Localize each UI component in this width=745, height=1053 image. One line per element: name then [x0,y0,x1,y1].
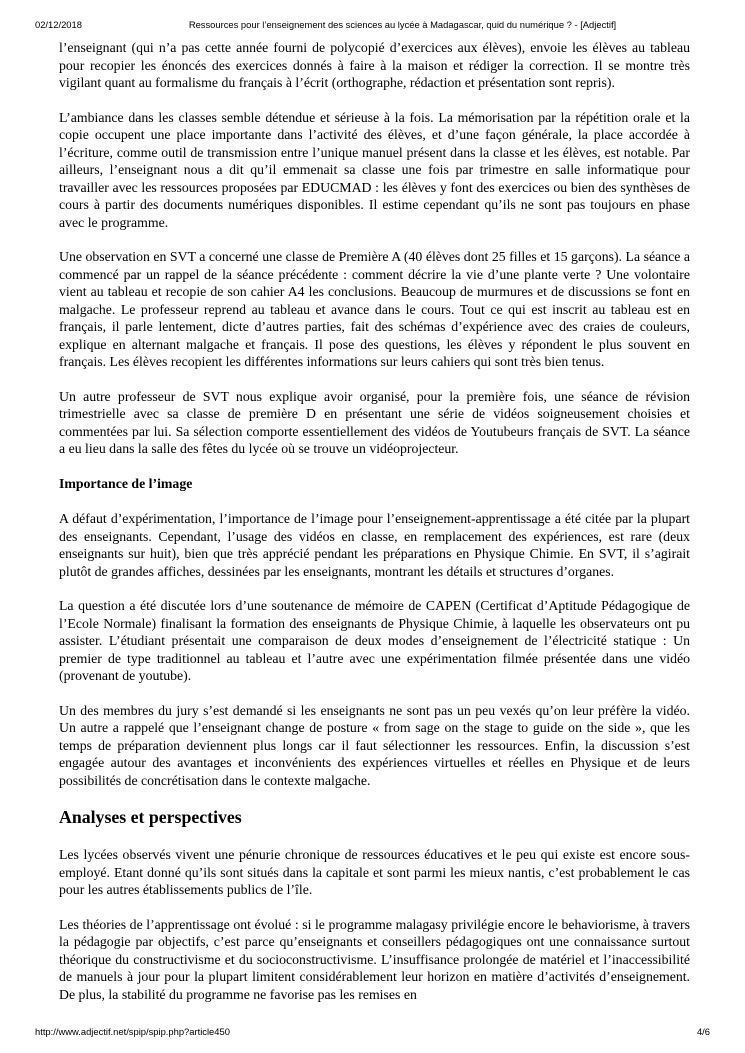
paragraph: Une observation en SVT a concerné une classe de Première A (40 élèves dont 25 filles et 15 garçons). La séance a commencé par un rappel de la séance précédente : comment décrire la vie d’une plante verte ? Une volontaire vient au tableau et recopie de son cahier A4 les conclusions. Beaucoup de murmures et de discussions se font en malgache. Le professeur reprend au tableau et avance dans le cours. Tout ce qui est inscrit au tableau est en français, il parle lentement, dicte d’autres parties, fait des schémas d’expérience avec des craies de couleurs, explique en alternant malgache et français. Il pose des questions, les élèves y répondent le plus souvent en français. Les élèves recopient les différentes informations sur leurs cahiers qui sont très bien tenus. [59,249,690,369]
page-number: 4/6 [696,1026,710,1037]
print-date: 02/12/2018 [35,19,82,30]
paragraph: Un des membres du jury s’est demandé si les enseignants ne sont pas un peu vexés qu’on leur préfère la vidéo. Un autre a rappelé que l’enseignant change de posture « from sage on the stage to guide on the side », que les temps de préparation deviennent plus longs car il faut sélectionner les ressources. Enfin, la discussion s’est engagée autour des avantages et inconvénients des expériences virtuelles et réelles en Physique et de leurs possibilités de concrétisation dans le contexte malgache. [59,702,690,788]
paragraph: Les lycées observés vivent une pénurie chronique de ressources éducatives et le peu qui existe est encore sous-employé. Etant donné qu’ils sont situés dans la capitale et sont parmi les mieux nantis, c’est probablement le cas pour les autres établissements publics de l’île. [59,847,690,897]
paragraph: L’ambiance dans les classes semble détendue et sérieuse à la fois. La mémorisation par la répétition orale et la copie occupent une place importante dans l’activité des élèves, et d’une façon générale, la place accordée à l’écriture, comme outil de transmission entre l’unique manuel présent dans la classe et les élèves, est notable. Par ailleurs, l’enseignant nous a dit qu’il emmenait sa classe une fois par trimestre en salle informatique pour travailler avec les ressources proposées par EDUCMAD : les élèves y font des exercices ou bien des synthèses de cours à partir des documents numériques disponibles. Il estime cependant qu’ils ne sont pas toujours en phase avec le programme. [59,109,690,230]
article-body [59,39,690,1020]
source-url[interactable]: http://www.adjectif.net/spip/spip.php?article450 [35,1026,230,1037]
document-title: Ressources pour l’enseignement des sciences au lycée à Madagascar, quid du numérique ? - [Adjectif] [188,19,617,30]
section-heading-image: Importance de l’image [59,475,193,491]
paragraph: Les théories de l’apprentissage ont évolué : si le programme malagasy privilégie encore le behaviorisme, à travers la pédagogie par objectifs, c’est parce qu’enseignants et conseillers pédagogiques ont une connaissance surtout théorique du constructivisme et du socioconstructivisme. L’insuffisance prolongée de matériel et l’inaccessibilité de manuels à jour pour la plupart limitent considérablement leur horizon en matière d’activités d’enseignement. De plus, la stabilité du programme ne favorise pas les remises en [59,916,690,1002]
paragraph: A défaut d’expérimentation, l’importance de l’image pour l’enseignement-apprentissage a été citée par la plupart des enseignants. Cependant, l’usage des vidéos en classe, en remplacement des expériences, est rare (deux enseignants sur huit), bien que très apprécié pendant les préparations en Physique Chimie. En SVT, il s’agirait plutôt de grandes affiches, dessinées par les enseignants, montrant les détails et structures d’organes. [59,511,690,579]
paragraph: La question a été discutée lors d’une soutenance de mémoire de CAPEN (Certificat d’Aptitude Pédagogique de l’Ecole Normale) finalisant la formation des enseignants de Physique Chimie, à laquelle les observateurs ont pu assister. L’étudiant présentait une comparaison de deux modes d’enseignement de l’électricité statique : Un premier de type traditionnel au tableau et l’autre avec une expérimentation filmée présentée dans une vidéo (provenant de youtube). [59,598,690,683]
paragraph: l’enseignant (qui n’a pas cette année fourni de polycopié d’exercices aux élèves), envoie les élèves au tableau pour recopier les énoncés des exercices donnés à faire à la maison et rédiger la correction. Il se montre très vigilant quant au formalisme du français à l’écrit (orthographe, rédaction et présentation sont repris). [59,40,690,90]
paragraph: Un autre professeur de SVT nous explique avoir organisé, pour la première fois, une séance de révision trimestrielle avec sa classe de première D en présentant une série de vidéos soigneusement choisies et commentées par lui. Sa sélection comporte essentiellement des vidéos de Youtubeurs français de SVT. La séance a eu lieu dans la salle des fêtes du lycée où se trouve un vidéoprojecteur. [59,388,690,456]
section-heading-analyses: Analyses et perspectives [59,807,242,827]
